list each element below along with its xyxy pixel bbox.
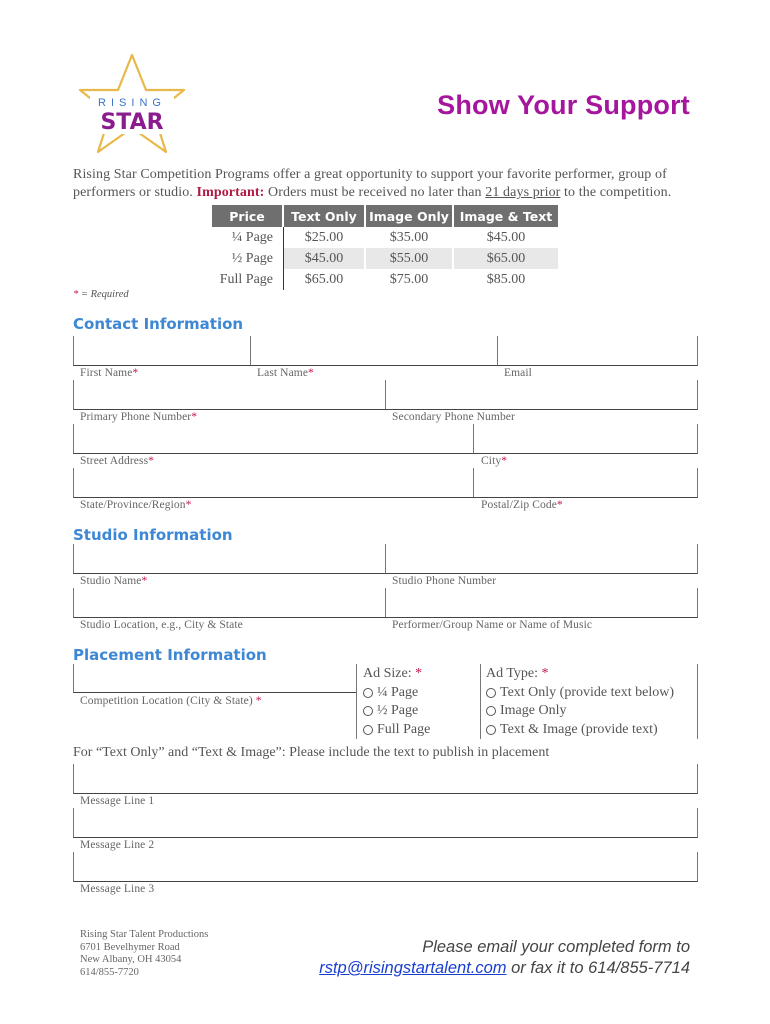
radio-button[interactable] bbox=[486, 688, 496, 698]
studio-phone-field[interactable] bbox=[385, 544, 698, 574]
company-name: Rising Star Talent Productions bbox=[80, 929, 209, 940]
postal-code-label: Postal/Zip Code* bbox=[481, 499, 563, 511]
performer-name-field[interactable] bbox=[385, 588, 698, 618]
state-label: State/Province/Region* bbox=[80, 499, 192, 511]
radio-button[interactable] bbox=[486, 706, 496, 716]
submission-instructions: Please email your completed form to rstp@risingstartalent.com or fax it to 614/855-7714 bbox=[319, 938, 690, 977]
company-address bbox=[80, 929, 208, 979]
postal-code-field[interactable] bbox=[473, 468, 698, 498]
ad-type-text-only-option[interactable]: Text Only (provide text below) bbox=[486, 684, 674, 703]
radio-button[interactable] bbox=[363, 688, 373, 698]
ad-size-label: Ad Size: * bbox=[363, 666, 423, 681]
city-label: City* bbox=[481, 455, 508, 467]
studio-location-label: Studio Location, e.g., City & State bbox=[80, 619, 243, 631]
price-row: Full Page $65.00 $75.00 $85.00 bbox=[212, 269, 560, 290]
company-city: New Albany, OH 43054 bbox=[80, 954, 182, 965]
required-note: * = Required bbox=[73, 289, 129, 300]
studio-name-label: Studio Name* bbox=[80, 575, 148, 587]
ad-size-group bbox=[363, 665, 430, 739]
competition-location-field[interactable] bbox=[73, 664, 356, 693]
ad-size-full-option[interactable]: Full Page bbox=[363, 721, 430, 740]
header-image-only: Image Only bbox=[366, 205, 454, 227]
first-name-field[interactable] bbox=[73, 336, 250, 366]
message-line-3-label: Message Line 3 bbox=[80, 883, 155, 895]
pricing-table bbox=[212, 205, 560, 290]
price-row: ½ Page $45.00 $55.00 $65.00 bbox=[212, 248, 560, 269]
logo-line1: RISING bbox=[98, 97, 166, 109]
street-address-label: Street Address* bbox=[80, 455, 155, 467]
ad-size-half-option[interactable]: ½ Page bbox=[363, 702, 430, 721]
divider bbox=[697, 664, 698, 739]
header-image-text: Image & Text bbox=[454, 205, 560, 227]
ad-type-group bbox=[486, 665, 674, 739]
message-line-2-label: Message Line 2 bbox=[80, 839, 155, 851]
intro-paragraph: Rising Star Competition Programs offer a great opportunity to support your favorite performer, group of performers or studio. Important: Orders must be received no later than 21 days prior to the competition. bbox=[73, 167, 672, 200]
divider bbox=[356, 664, 357, 739]
state-field[interactable] bbox=[73, 468, 473, 498]
secondary-phone-label: Secondary Phone Number bbox=[392, 411, 515, 423]
ad-size-quarter-option[interactable]: ¼ Page bbox=[363, 684, 430, 703]
radio-button[interactable] bbox=[363, 725, 373, 735]
last-name-field[interactable] bbox=[250, 336, 497, 366]
ad-type-text-image-option[interactable]: Text & Image (provide text) bbox=[486, 721, 674, 740]
company-phone: 614/855-7720 bbox=[80, 966, 139, 978]
street-address-field[interactable] bbox=[73, 424, 473, 454]
important-label: Important: bbox=[196, 185, 265, 200]
contact-section-title: Contact Information bbox=[73, 315, 244, 333]
studio-section-title: Studio Information bbox=[73, 526, 233, 544]
email-label: Email bbox=[504, 367, 532, 379]
price-row: ¼ Page $25.00 $35.00 $45.00 bbox=[212, 227, 560, 248]
primary-phone-label: Primary Phone Number* bbox=[80, 411, 198, 423]
page-title: Show Your Support bbox=[437, 90, 690, 120]
placement-section-title: Placement Information bbox=[73, 646, 267, 664]
radio-button[interactable] bbox=[486, 725, 496, 735]
email-field[interactable] bbox=[497, 336, 698, 366]
message-line-1-field[interactable] bbox=[73, 764, 698, 794]
message-line-2-field[interactable] bbox=[73, 808, 698, 838]
rising-star-logo bbox=[72, 52, 192, 162]
message-line-1-label: Message Line 1 bbox=[80, 795, 155, 807]
primary-phone-field[interactable] bbox=[73, 380, 385, 410]
secondary-phone-field[interactable] bbox=[385, 380, 698, 410]
performer-name-label: Performer/Group Name or Name of Music bbox=[392, 619, 593, 631]
header-text-only: Text Only bbox=[284, 205, 366, 227]
email-link[interactable]: rstp@risingstartalent.com bbox=[319, 959, 507, 977]
first-name-label: First Name* bbox=[80, 367, 139, 379]
deadline-text: 21 days prior bbox=[485, 185, 561, 200]
city-field[interactable] bbox=[473, 424, 698, 454]
ad-type-label: Ad Type: * bbox=[486, 666, 549, 681]
radio-button[interactable] bbox=[363, 706, 373, 716]
message-instruction: For “Text Only” and “Text & Image”: Please include the text to publish in placement bbox=[73, 745, 550, 760]
divider bbox=[480, 664, 481, 739]
ad-type-image-only-option[interactable]: Image Only bbox=[486, 702, 674, 721]
studio-location-field[interactable] bbox=[73, 588, 385, 618]
competition-location-label: Competition Location (City & State) * bbox=[80, 695, 262, 707]
company-street: 6701 Bevelhymer Road bbox=[80, 941, 180, 953]
logo-line2: STAR bbox=[100, 110, 164, 135]
studio-phone-label: Studio Phone Number bbox=[392, 575, 497, 587]
message-line-3-field[interactable] bbox=[73, 852, 698, 882]
last-name-label: Last Name* bbox=[257, 367, 314, 379]
studio-name-field[interactable] bbox=[73, 544, 385, 574]
header-price: Price bbox=[212, 205, 284, 227]
